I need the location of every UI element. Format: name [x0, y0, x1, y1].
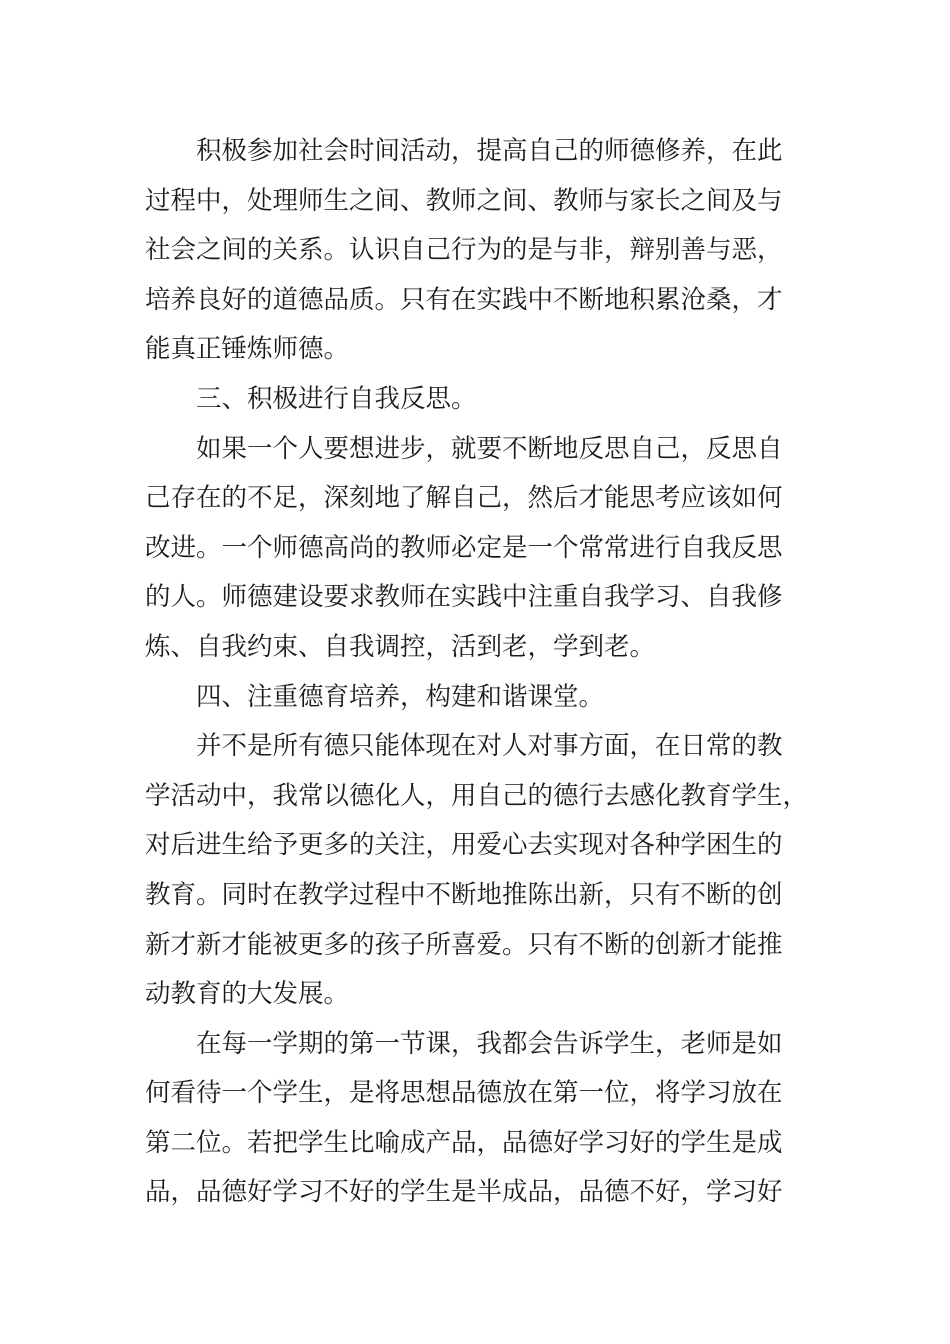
text-line: 培养良好的道德品质。只有在实践中不断地积累沧桑，才: [145, 284, 783, 315]
text-line: 教育。同时在教学过程中不断地推陈出新，只有不断的创: [145, 879, 783, 910]
text-line: 己存在的不足，深刻地了解自己，然后才能思考应该如何: [145, 483, 783, 514]
text-line: 何看待一个学生，是将思想品德放在第一位，将学习放在: [145, 1078, 783, 1109]
document-body: [145, 127, 809, 1218]
text-line: 能真正锤炼师德。: [145, 334, 350, 365]
text-line: 社会之间的关系。认识自己行为的是与非，辩别善与恶，: [145, 235, 783, 266]
text-line: 并不是所有德只能体现在对人对事方面，在日常的教: [196, 731, 783, 762]
text-line: 过程中，处理师生之间、教师之间、教师与家长之间及与: [145, 185, 783, 216]
text-line: 四、注重德育培养，构建和谐课堂。: [196, 681, 605, 712]
text-line: 积极参加社会时间活动，提高自己的师德修养，在此: [196, 136, 783, 166]
text-line: 在每一学期的第一节课，我都会告诉学生，老师是如: [196, 1028, 783, 1059]
text-line: 改进。一个师德高尚的教师必定是一个常常进行自我反思: [145, 532, 783, 563]
text-line: 品，品德好学习不好的学生是半成品，品德不好，学习好: [145, 1177, 783, 1208]
text-line: 炼、自我约束、自我调控，活到老，学到老。: [145, 631, 656, 662]
text-line: 动教育的大发展。: [145, 979, 350, 1010]
text-line: 如果一个人要想进步，就要不断地反思自己，反思自: [196, 433, 783, 464]
text-line: 三、积极进行自我反思。: [196, 383, 477, 414]
text-line: 第二位。若把学生比喻成产品，品德好学习好的学生是成: [145, 1127, 783, 1158]
text-line: 新才新才能被更多的孩子所喜爱。只有不断的创新才能推: [145, 929, 783, 960]
text-line: 学活动中，我常以德化人，用自己的德行去感化教育学生，: [145, 780, 809, 811]
text-line: 对后进生给予更多的关注，用爱心去实现对各种学困生的: [145, 830, 783, 861]
text-line: 的人。师德建设要求教师在实践中注重自我学习、自我修: [145, 582, 783, 613]
